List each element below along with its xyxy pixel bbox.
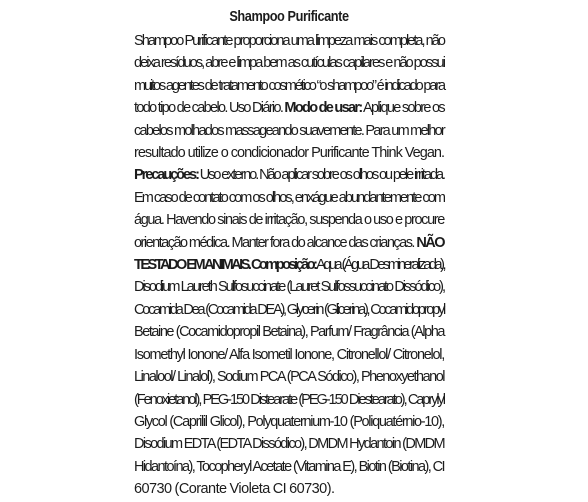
text-run: Cocamida Dea (Cocamida DEA), Glycerin (Glicerina), Cocamidopropyl [134, 301, 444, 318]
section-heading: NÃO [416, 234, 444, 251]
text-line [134, 254, 444, 276]
text-line [134, 366, 444, 388]
text-line [134, 478, 444, 500]
text-run: orientação médica. Manter fora do alcance das crianças. [134, 234, 417, 251]
text-line [134, 389, 444, 411]
text-run: Disodium Laureth Sulfosuccinate (Lauret Sulfossuccinato Dissódico), [134, 279, 444, 296]
text-run: Aplique sobre os [361, 100, 444, 117]
section-heading: Modo de usar: [284, 100, 362, 117]
text-line [134, 433, 444, 455]
text-line [134, 142, 444, 164]
text-run: resultado utilize o condicionador Purificante Think Vegan. [134, 145, 444, 162]
text-run: Linalool/ Linalol), Sodium PCA (PCA Sódico), Phenoxyethanol [134, 369, 444, 386]
text-line [134, 164, 444, 186]
text-line [134, 187, 444, 209]
text-run: cabelos molhados massageando suavemente. Para um melhor [134, 122, 444, 139]
text-line [134, 97, 444, 119]
product-description [134, 30, 444, 501]
text-line [134, 299, 444, 321]
product-label [134, 6, 444, 501]
text-line [134, 344, 444, 366]
text-run: Aqua (Água Desmineralizada), [315, 257, 444, 274]
text-run: Glycol (Caprilil Glicol), Polyquaternium-10 (Poliquatérnio-10), [134, 413, 444, 430]
text-line [134, 276, 444, 298]
section-heading: TESTADO EM ANIMAIS. [134, 257, 250, 274]
text-run: água. Havendo sinais de irritação, suspenda o uso e procure [134, 212, 444, 229]
text-run: 60730 (Corante Violeta CI 60730). [134, 481, 335, 498]
text-line [134, 321, 444, 343]
text-run: Disodium EDTA (EDTA Dissódico), DMDM Hydantoin (DMDM [134, 436, 444, 453]
text-line [134, 30, 444, 52]
text-run: Uso externo. Não aplicar sobre os olhos ou pele irritada. [197, 167, 444, 184]
text-run: Betaine (Cocamidopropil Betaina), Parfum/ Fragrância (Alpha [134, 324, 444, 341]
section-heading: Composição: [250, 257, 316, 274]
text-run: Isomethyl Ionone/ Alfa Isometil Ionone, Citronellol/ Citronelol, [134, 346, 444, 363]
text-run: muitos agentes de tratamento cosmético “o shampoo” é indicado para [134, 77, 444, 94]
text-line [134, 456, 444, 478]
text-line [134, 209, 444, 231]
text-run: deixa resíduos, abre e limpa bem as cutículas capilares e não possui [134, 55, 444, 72]
text-run: todo tipo de cabelo. Uso Diário. [134, 100, 285, 117]
text-run: (Fenoxietanol), PEG-150 Distearate (PEG-150 Diestearato), Caprylyl [134, 391, 444, 408]
text-line [134, 232, 444, 254]
text-line [134, 52, 444, 74]
text-line [134, 75, 444, 97]
text-run: Shampoo Purificante proporciona uma limpeza mais completa, não [134, 33, 444, 49]
text-run: Hidantoína), Tocopheryl Acetate (Vitamina E), Biotin (Biotina), CI [134, 458, 444, 475]
text-run: Em caso de contato com os olhos, enxágue abundantemente com [134, 189, 444, 206]
section-heading: Precauções: [134, 167, 198, 184]
text-line [134, 120, 444, 142]
text-line [134, 411, 444, 433]
product-title: Shampoo Purificante [229, 9, 349, 25]
